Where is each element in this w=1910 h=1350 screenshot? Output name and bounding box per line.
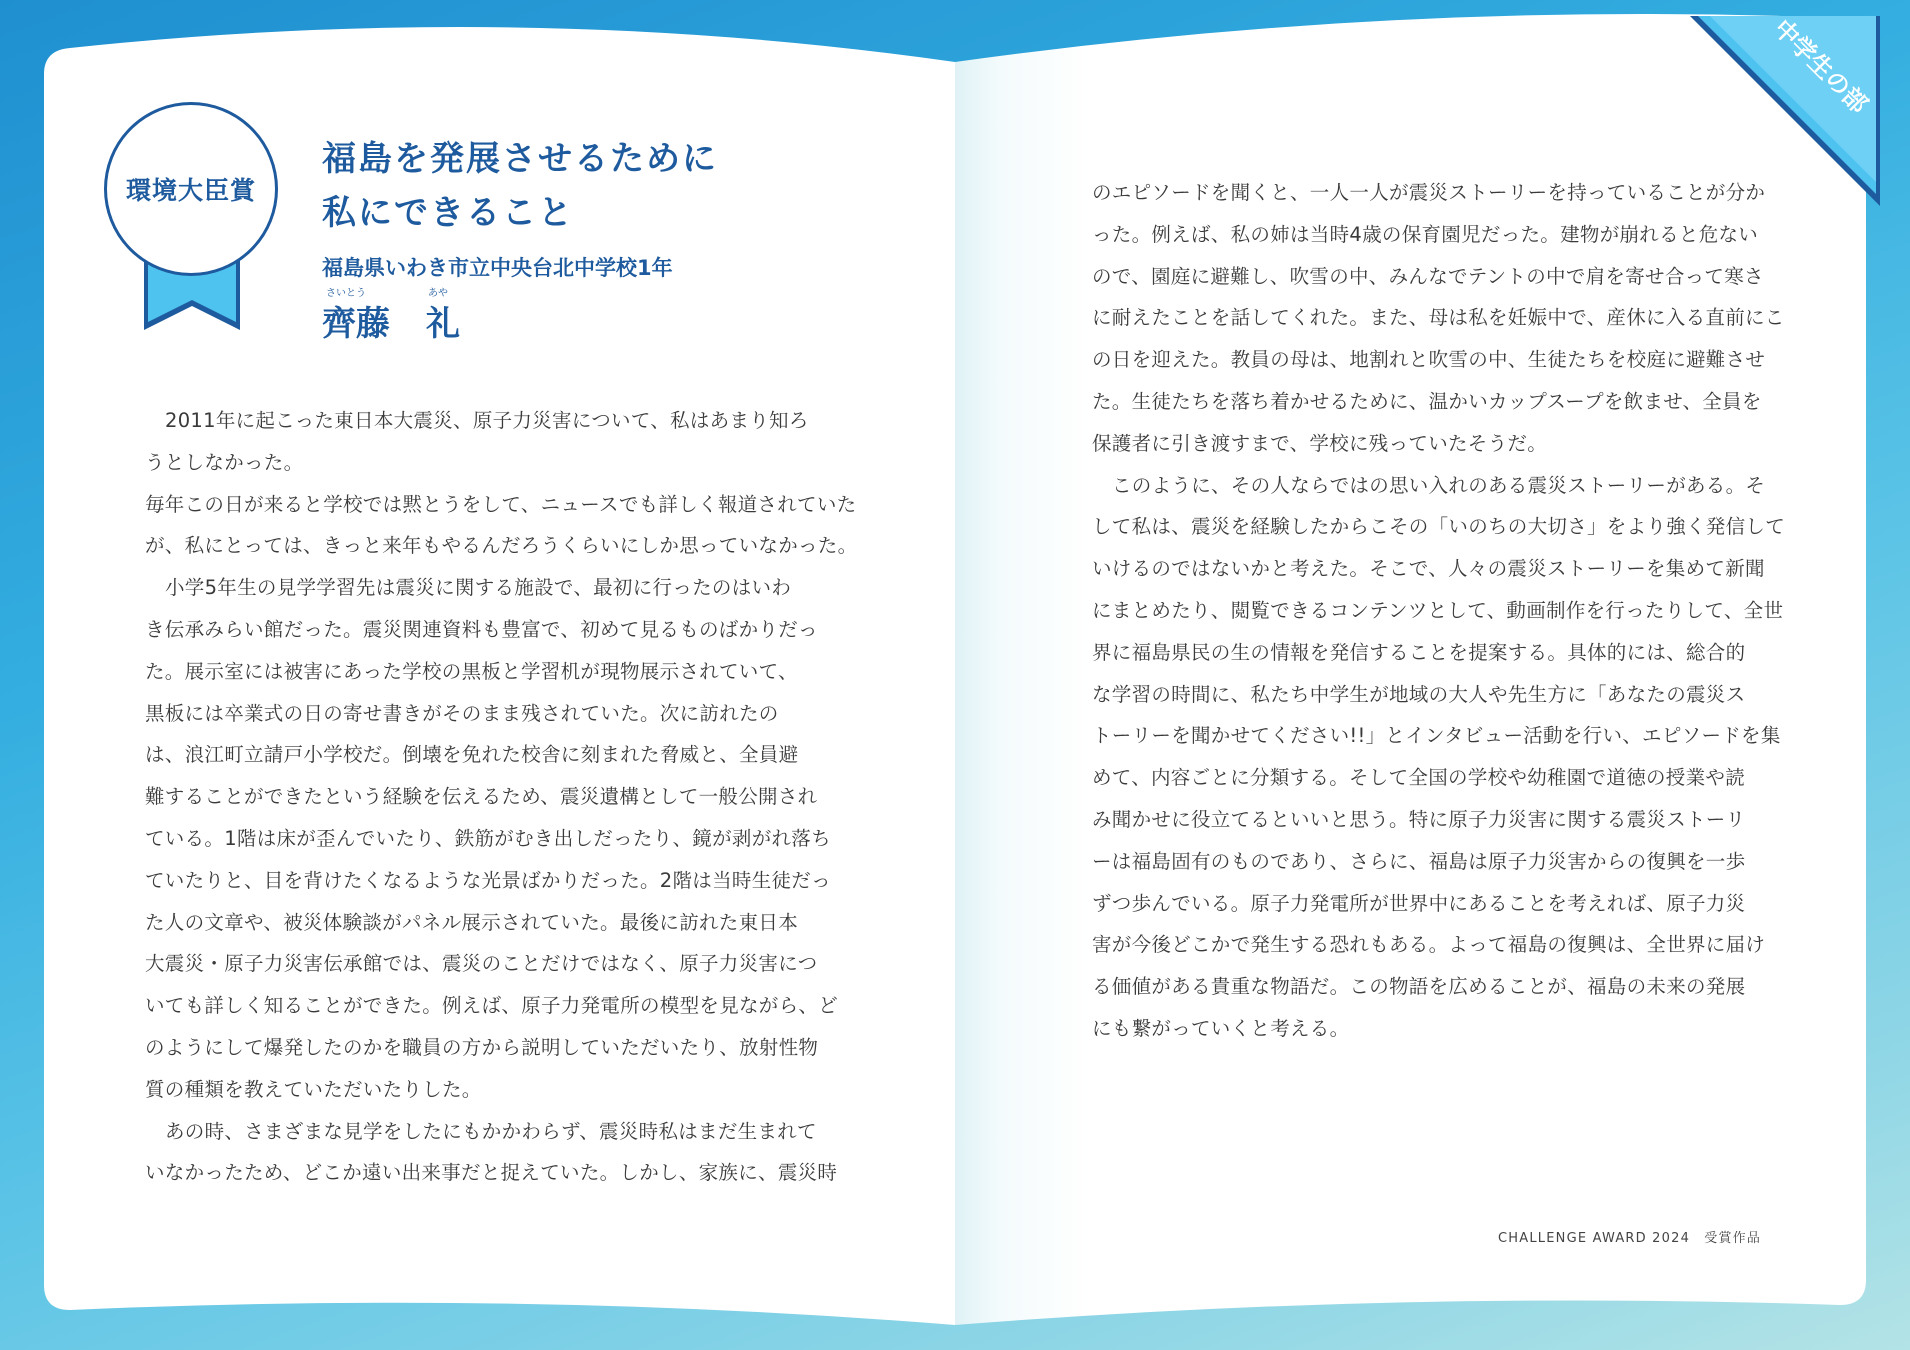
section-tag-label: 中学生の部 (1768, 14, 1873, 119)
right-body-line: の日を迎えた。教員の母は、地割れと吹雪の中、生徒たちを校庭に避難させ (1092, 348, 1766, 372)
left-body-line: た。展示室には被害にあった学校の黒板と学習机が現物展示されていて、 (145, 659, 798, 683)
left-body-line: 毎年この日が来ると学校では黙とうをして、ニュースでも詳しく報道されていた (145, 492, 857, 516)
author-family-name: 齊藤 (322, 304, 390, 344)
right-body-line: った。例えば、私の姉は当時4歳の保育園児だった。建物が崩れると危ない (1092, 222, 1759, 246)
left-body-line: 質の種類を教えていただいたりした。 (145, 1077, 482, 1101)
left-body-line: き伝承みらい館だった。震災関連資料も豊富で、初めて見るものばかりだっ (145, 617, 818, 641)
left-body-line: ていたりと、目を背けたくなるような光景ばかりだった。2階は当時生徒だっ (145, 868, 831, 892)
left-body-line: が、私にとっては、きっと来年もやるんだろうくらいにしか思っていなかった。 (145, 534, 858, 558)
right-body-line: 保護者に引き渡すまで、学校に残っていたそうだ。 (1092, 431, 1548, 455)
right-body-line: いけるのではないかと考えた。そこで、人々の震災ストーリーを集めて新聞 (1092, 557, 1765, 581)
left-body-line: ている。1階は床が歪んでいたり、鉄筋がむき出しだったり、鏡が剥がれ落ち (145, 826, 831, 850)
right-body-line: のエピソードを聞くと、一人一人が震災ストーリーを持っていることが分か (1092, 181, 1766, 204)
page-footer: CHALLENGE AWARD 2024 受賞作品 (1498, 1231, 1762, 1246)
award-badge-label: 環境大臣賞 (125, 176, 256, 205)
essay-title-line2: 私にできること (322, 193, 574, 233)
left-body-line: 小学5年生の見学学習先は震災に関する施設で、最初に行ったのはいわ (165, 576, 792, 600)
right-body-line: ずつ歩んでいる。原子力発電所が世界中にあることを考えれば、原子力災 (1092, 891, 1746, 915)
right-body-line: ので、園庭に避難し、吹雪の中、みんなでテントの中で肩を寄せ合って寒さ (1092, 264, 1764, 288)
right-body-line: して私は、震災を経験したからこその「いのちの大切さ」をより強く発信して (1092, 515, 1785, 539)
right-body-line: み聞かせに役立てるといいと思う。特に原子力災害に関する震災ストーリ (1092, 807, 1746, 831)
left-body-line: 黒板には卒業式の日の寄せ書きがそのまま残されていた。次に訪れたの (145, 701, 779, 725)
author-family-ruby: さいとう (326, 288, 366, 299)
right-body-line: た。生徒たちを落ち着かせるために、温かいカップスープを飲ませ、全員を (1092, 389, 1762, 413)
left-body-line: いても詳しく知ることができた。例えば、原子力発電所の模型を見ながら、ど (145, 994, 839, 1018)
right-body-text (1092, 172, 1785, 1050)
right-body-line: ーは福島固有のものであり、さらに、福島は原子力災害からの復興を一歩 (1092, 849, 1746, 873)
author-given-name: 礼 (426, 304, 460, 344)
left-body-line: うとしなかった。 (145, 450, 304, 474)
left-body-line: 難することができたという経験を伝えるため、震災遺構として一般公開され (145, 785, 818, 809)
left-body-line: あの時、さまざまな見学をしたにもかかわらず、震災時私はまだ生まれて (165, 1119, 817, 1143)
left-body-line: た人の文章や、被災体験談がパネル展示されていた。最後に訪れた東日本 (145, 910, 799, 934)
right-body-line: トーリーを聞かせてください!!」とインタビュー活動を行い、エピソードを集 (1092, 724, 1781, 748)
right-body-line: な学習の時間に、私たち中学生が地域の大人や先生方に「あなたの震災ス (1092, 682, 1746, 706)
right-body-line: 界に福島県民の生の情報を発信することを提案する。具体的には、総合的 (1092, 640, 1746, 664)
left-body-line: は、浪江町立請戸小学校だ。倒壊を免れた校舎に刻まれた脅威と、全員避 (145, 743, 799, 767)
right-body-line: にも繋がっていくと考える。 (1092, 1016, 1350, 1040)
essay-title-line1: 福島を発展させるために (322, 139, 718, 179)
right-body-line: このように、その人ならではの思い入れのある震災ストーリーがある。そ (1112, 473, 1766, 497)
school-name: 福島県いわき市立中央台北中学校1年 (322, 256, 673, 280)
left-body-line: いなかったため、どこか遠い出来事だと捉えていた。しかし、家族に、震災時 (145, 1161, 838, 1185)
left-body-line: 2011年に起こった東日本大震災、原子力災害について、私はあまり知ろ (165, 409, 809, 432)
left-body-line: のようにして爆発したのかを職員の方から説明していただいたり、放射性物 (145, 1035, 819, 1059)
left-body-text (145, 400, 857, 1194)
right-body-line: 害が今後どこかで発生する恐れもある。よって福島の復興は、全世界に届け (1092, 933, 1766, 957)
left-body-line: 大震災・原子力災害伝承館では、震災のことだけではなく、原子力災害につ (145, 952, 818, 976)
right-body-line: めて、内容ごとに分類する。そして全国の学校や幼稚園で道徳の授業や読 (1092, 766, 1746, 790)
right-body-line: る価値がある貴重な物語だ。この物語を広めることが、福島の未来の発展 (1092, 975, 1746, 999)
right-body-line: にまとめたり、閲覧できるコンテンツとして、動画制作を行ったりして、全世 (1092, 598, 1784, 622)
author-given-ruby: あや (428, 288, 448, 299)
right-body-line: に耐えたことを話してくれた。また、母は私を妊娠中で、産休に入る直前にこ (1092, 306, 1785, 330)
award-badge (104, 102, 278, 276)
essay-title (322, 132, 718, 240)
